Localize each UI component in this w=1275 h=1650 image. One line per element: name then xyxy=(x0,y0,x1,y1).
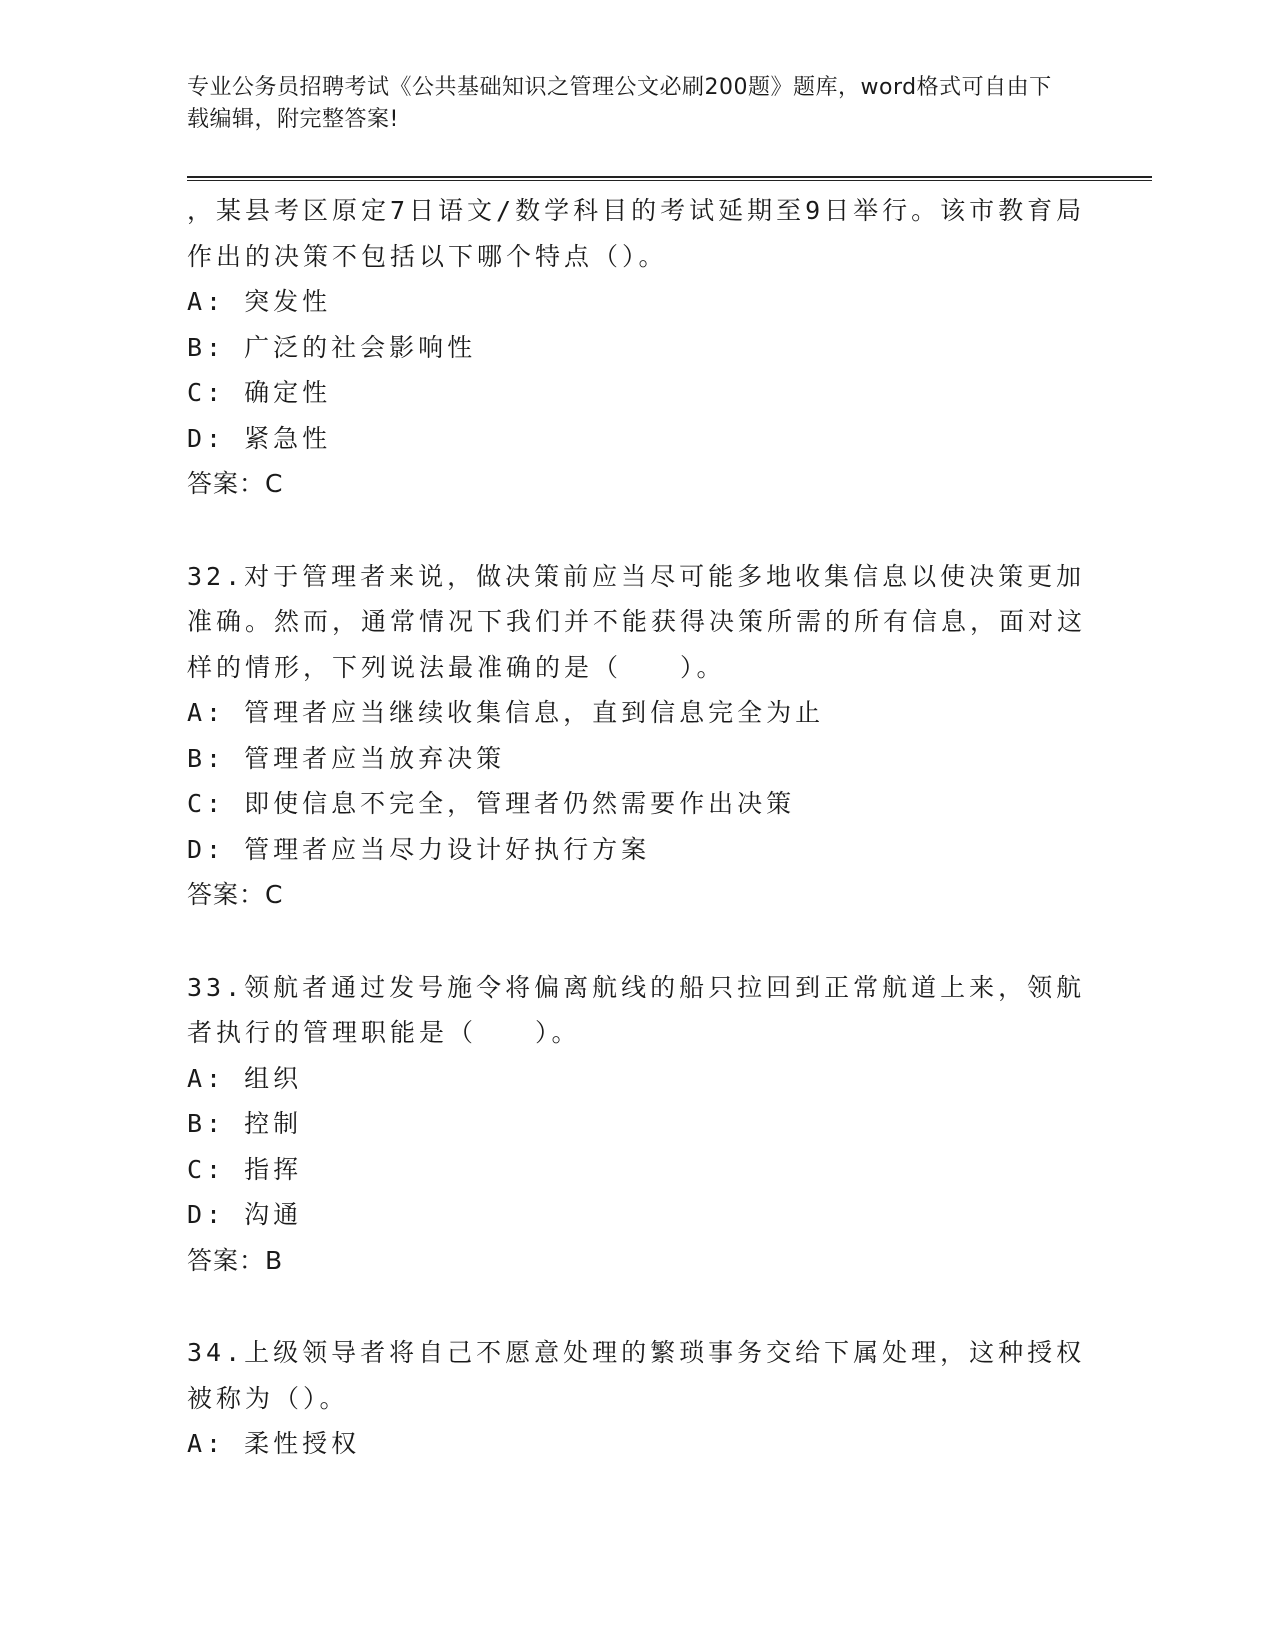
question-34 xyxy=(187,1330,1087,1467)
question-stem: 34.上级领导者将自己不愿意处理的繁琐事务交给下属处理，这种授权被称为（）。 xyxy=(187,1338,1086,1413)
question-stem: 32.对于管理者来说，做决策前应当尽可能多地收集信息以使决策更加准确。然而，通常情况下我们并不能获得决策所需的所有信息，面对这样的情形，下列说法最准确的是（ ）。 xyxy=(187,561,1087,682)
question-31 xyxy=(187,188,1087,507)
document-header: 专业公务员招聘考试《公共基础知识之管理公文必刷200题》题库，word格式可自由下载编辑，附完整答案! xyxy=(187,75,1052,132)
option-b: B: 管理者应当放弃决策 xyxy=(187,743,506,773)
header-divider xyxy=(187,176,1152,181)
option-c: C: 指挥 xyxy=(187,1154,303,1184)
question-stem: ，某县考区原定7日语文/数学科目的考试延期至9日举行。该市教育局作出的决策不包括以下哪个特点（）。 xyxy=(187,196,1086,271)
option-c: C: 即使信息不完全，管理者仍然需要作出决策 xyxy=(187,789,796,818)
question-list xyxy=(187,188,1087,1514)
option-d: D: 沟通 xyxy=(187,1200,303,1229)
question-33 xyxy=(187,965,1087,1284)
option-a: A: 柔性授权 xyxy=(187,1429,361,1458)
option-d: D: 管理者应当尽力设计好执行方案 xyxy=(187,834,651,864)
answer-line: 答案：C xyxy=(187,469,284,498)
option-a: A: 管理者应当继续收集信息，直到信息完全为止 xyxy=(187,698,825,727)
option-c: C: 确定性 xyxy=(187,378,332,407)
question-32 xyxy=(187,554,1087,918)
option-d: D: 紧急性 xyxy=(187,423,332,453)
option-b: B: 广泛的社会影响性 xyxy=(187,332,477,362)
answer-line: 答案：C xyxy=(187,880,284,909)
option-a: A: 组织 xyxy=(187,1063,303,1093)
question-stem: 33.领航者通过发号施令将偏离航线的船只拉回到正常航道上来，领航者执行的管理职能是（ ）。 xyxy=(187,972,1086,1047)
option-a: A: 突发性 xyxy=(187,287,332,316)
answer-line: 答案：B xyxy=(187,1245,284,1275)
option-b: B: 控制 xyxy=(187,1109,303,1138)
